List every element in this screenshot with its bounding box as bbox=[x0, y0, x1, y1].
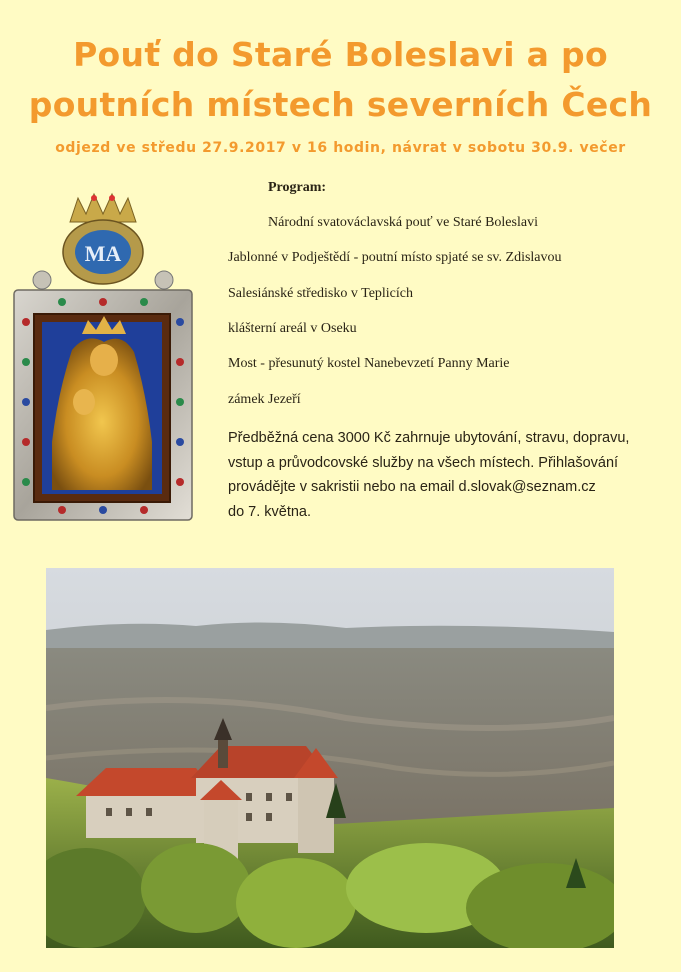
price-info-paragraph bbox=[228, 426, 678, 524]
price-info-line: provádějte v sakristii nebo na email d.slovak@seznam.cz bbox=[228, 479, 596, 495]
program-item: Most - přesunutý kostel Nanebevzetí Panny Marie bbox=[228, 356, 510, 371]
price-info-line: vstup a průvodcovské služby na všech místech. Přihlašování bbox=[228, 454, 619, 471]
program-item: Národní svatováclavská pouť ve Staré Boleslavi bbox=[268, 215, 538, 230]
price-info-line: Předběžná cena 3000 Kč zahrnuje ubytování, stravu, dopravu, bbox=[228, 430, 630, 446]
program-item: klášterní areál v Oseku bbox=[228, 321, 357, 336]
title-line-2: poutních místech severních Čech bbox=[28, 85, 653, 124]
program-item: Salesiánské středisko v Teplicích bbox=[228, 286, 414, 301]
svg-text:MA: MA bbox=[84, 241, 122, 266]
price-info-line: do 7. května. bbox=[228, 503, 312, 520]
program-heading: Program: bbox=[268, 180, 327, 195]
program-item: Jablonné v Podještědí - poutní místo spjaté se sv. Zdislavou bbox=[228, 250, 562, 265]
departure-info: odjezd ve středu 27.9.2017 v 16 hodin, návrat v sobotu 30.9. večer bbox=[55, 140, 626, 156]
jezeri-castle-landscape-photo bbox=[46, 568, 614, 948]
program-item: zámek Jezeří bbox=[228, 392, 301, 407]
title-line-1: Pouť do Staré Boleslavi a po bbox=[73, 35, 608, 74]
poster-title bbox=[0, 30, 681, 130]
madonna-icon-image bbox=[12, 192, 194, 524]
